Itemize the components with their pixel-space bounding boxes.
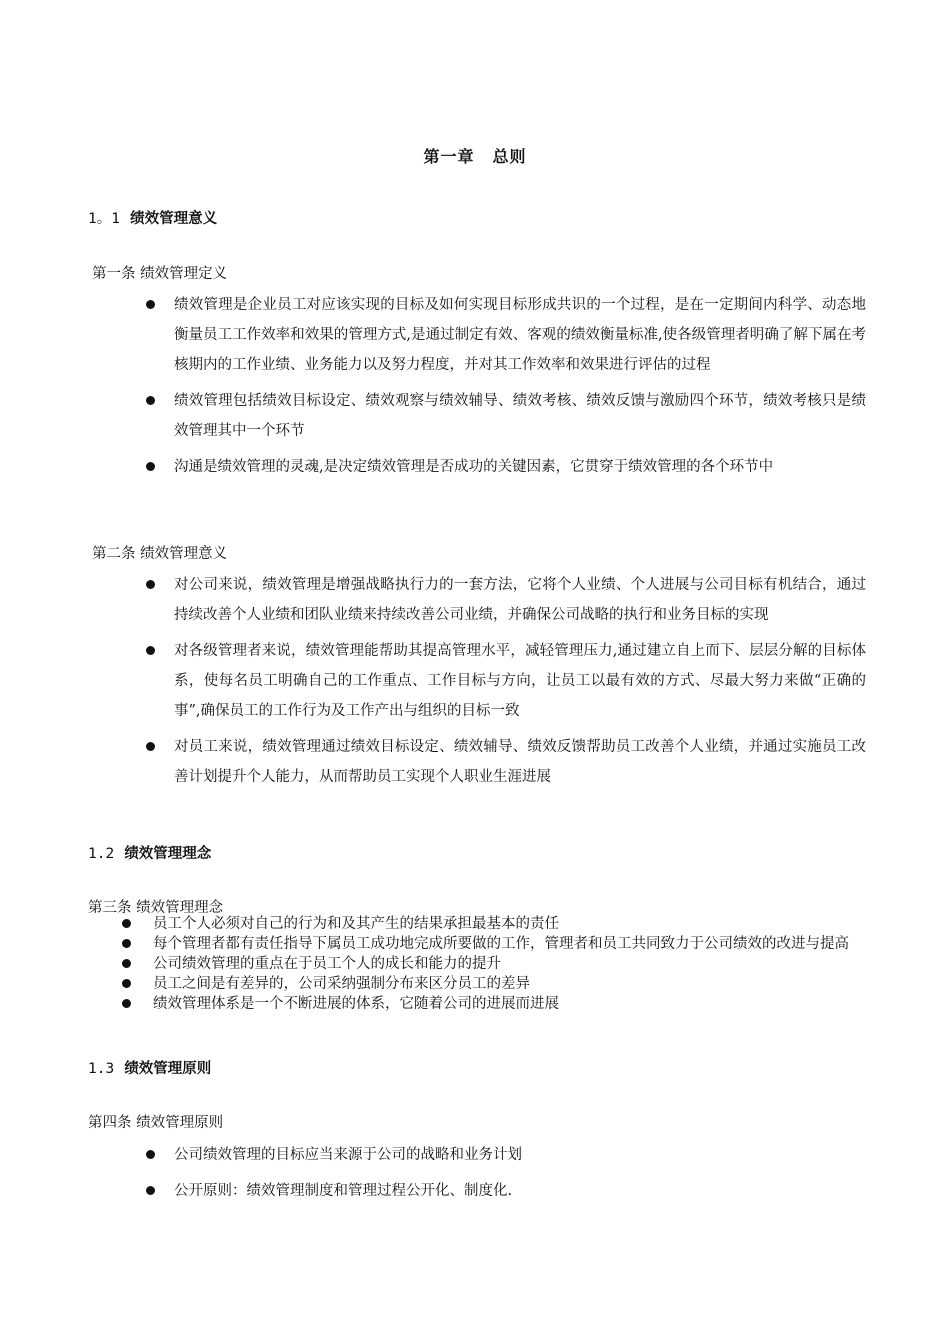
list-item (146, 452, 866, 482)
article-1-list (146, 290, 866, 488)
list-item (146, 636, 866, 726)
list-item-text: 对各级管理者来说，绩效管理能帮助其提高管理水平，减轻管理压力,通过建立自上而下、层层分解的目标体系，使每名员工明确自己的工作重点、工作目标与方向，让员工以最有效的方式、尽最大努力来做“正确的事”,确保员工的工作行为及工作产出与组织的目标一致 (174, 643, 866, 719)
article-title-4: 第四条 绩效管理原则 (88, 1115, 224, 1131)
list-item (146, 732, 866, 792)
list-item (146, 1176, 866, 1206)
list-item (146, 1140, 866, 1170)
bullet-icon (122, 919, 131, 928)
bullet-icon (146, 580, 155, 589)
chapter-title (0, 144, 950, 167)
bullet-icon (146, 300, 155, 309)
bullet-icon (122, 979, 131, 988)
section-heading-1-3 (88, 1057, 211, 1078)
article-title-2: 第二条 绩效管理意义 (92, 546, 228, 562)
list-item-text: 公司绩效管理的目标应当来源于公司的战略和业务计划 (174, 1147, 522, 1163)
list-item-text: 绩效管理是企业员工对应该实现的目标及如何实现目标形成共识的一个过程，是在一定期间内科学、动态地衡量员工工作效率和效果的管理方式,是通过制定有效、客观的绩效衡量标准,使各级管理者明确了解下属在考核期内的工作业绩、业务能力以及努力程度，并对其工作效率和效果进行评估的过程 (174, 297, 866, 373)
bullet-icon (146, 1150, 155, 1159)
list-item-text: 对员工来说，绩效管理通过绩效目标设定、绩效辅导、绩效反馈帮助员工改善个人业绩，并通过实施员工改善计划提升个人能力，从而帮助员工实现个人职业生涯进展 (174, 739, 866, 785)
bullet-icon (122, 999, 131, 1008)
bullet-icon (122, 959, 131, 968)
list-item-text: 员工个人必须对自己的行为和及其产生的结果承担最基本的责任 (153, 916, 559, 932)
section-number: 1。1 (88, 211, 120, 227)
chapter-name: 总则 (492, 147, 527, 166)
list-item-text: 员工之间是有差异的，公司采纳强制分布来区分员工的差异 (153, 976, 530, 992)
article-4-list (146, 1140, 866, 1212)
list-item-text: 对公司来说，绩效管理是增强战略执行力的一套方法，它将个人业绩、个人进展与公司目标有机结合，通过持续改善个人业绩和团队业绩来持续改善公司业绩，并确保公司战略的执行和业务目标的实现 (174, 577, 866, 623)
list-item (122, 994, 866, 1014)
section-title: 绩效管理原则 (124, 1060, 212, 1077)
section-heading-1-1 (88, 207, 217, 228)
list-item-text: 绩效管理体系是一个不断进展的体系，它随着公司的进展而进展 (153, 996, 559, 1012)
list-item-text: 每个管理者都有责任指导下属员工成功地完成所要做的工作，管理者和员工共同致力于公司绩效的改进与提高 (153, 936, 849, 952)
article-3-list (122, 914, 866, 1014)
list-item (122, 914, 866, 934)
list-item-text: 沟通是绩效管理的灵魂,是决定绩效管理是否成功的关键因素，它贯穿于绩效管理的各个环节中 (174, 459, 774, 475)
section-number: 1.2 (88, 846, 115, 862)
section-heading-1-2 (88, 842, 211, 863)
bullet-icon (146, 646, 155, 655)
list-item-text: 公开原则：绩效管理制度和管理过程公开化、制度化. (174, 1183, 513, 1199)
bullet-icon (122, 939, 131, 948)
list-item (146, 290, 866, 380)
bullet-icon (146, 462, 155, 471)
list-item (122, 974, 866, 994)
list-item (146, 386, 866, 446)
article-title-3: 第三条 绩效管理理念 (88, 900, 224, 916)
article-2-list (146, 570, 866, 798)
list-item (122, 934, 866, 954)
list-item-text: 公司绩效管理的重点在于员工个人的成长和能力的提升 (153, 956, 501, 972)
list-item-text: 绩效管理包括绩效目标设定、绩效观察与绩效辅导、绩效考核、绩效反馈与激励四个环节，绩效考核只是绩效管理其中一个环节 (174, 393, 866, 439)
bullet-icon (146, 742, 155, 751)
bullet-icon (146, 396, 155, 405)
article-title-1: 第一条 绩效管理定义 (92, 266, 228, 282)
chapter-number: 第一章 (423, 147, 475, 166)
list-item (146, 570, 866, 630)
section-title: 绩效管理理念 (124, 845, 212, 862)
bullet-icon (146, 1186, 155, 1195)
section-title: 绩效管理意义 (130, 210, 218, 227)
section-number: 1.3 (88, 1061, 115, 1077)
list-item (122, 954, 866, 974)
